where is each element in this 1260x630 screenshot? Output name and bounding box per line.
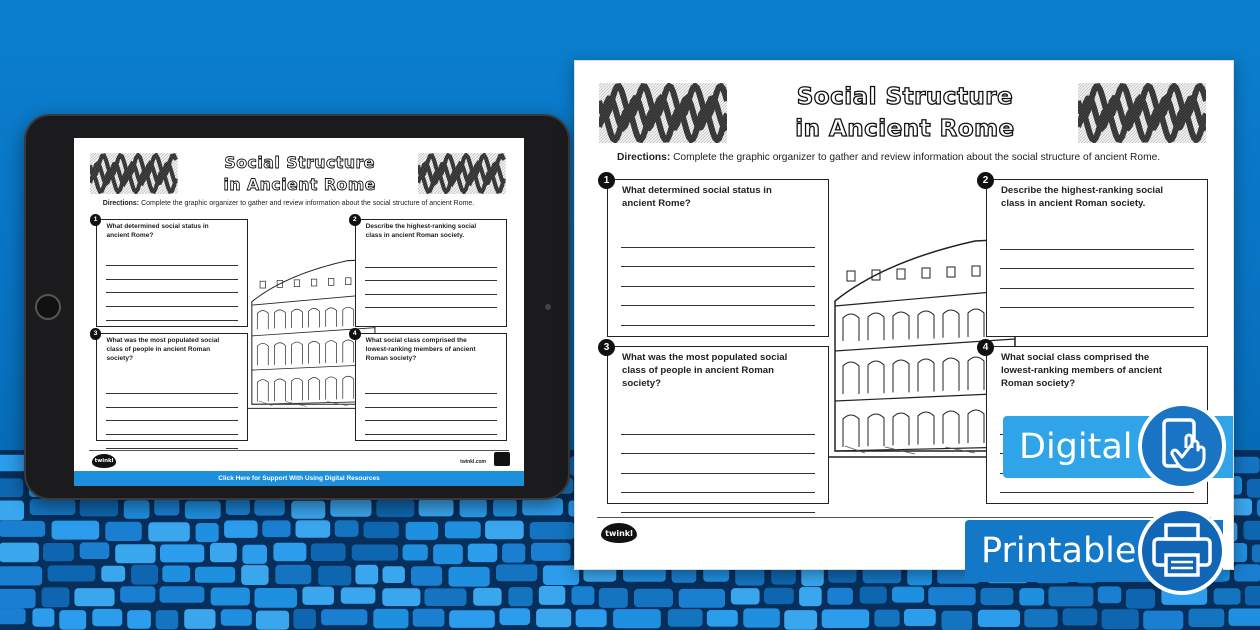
tablet-footer-line: [89, 450, 509, 451]
print-question-number-4: 4: [977, 339, 994, 356]
printable-worksheet: [574, 60, 1234, 570]
print-question-2-text: Describe the highest-ranking social class in ancient Roman society.: [1001, 185, 1164, 209]
tablet-question-1-text: What determined social status in ancient Rome?: [106, 223, 209, 239]
print-answer-lines-2[interactable]: [1000, 230, 1194, 308]
digital-label: Digital: [1019, 427, 1133, 467]
tablet-answer-lines-1[interactable]: [106, 253, 238, 321]
tablet-directions: [103, 200, 474, 207]
tablet-question-2-text: Describe the highest-ranking social class in ancient Roman society.: [365, 223, 477, 239]
tablet-answer-lines-4[interactable]: [365, 380, 497, 435]
print-answer-lines-1[interactable]: [621, 228, 815, 326]
tablet-question-number-4: 4: [349, 328, 361, 340]
tablet-question-number-3: 3: [90, 328, 102, 340]
print-title-line1: Social Structure: [796, 84, 1014, 110]
print-footer-line: [597, 517, 1211, 518]
print-question-number-1: 1: [598, 172, 615, 189]
tablet-title-line1: Social Structure: [224, 152, 375, 172]
print-question-box-2[interactable]: [986, 179, 1208, 337]
tablet-question-number-2: 2: [349, 214, 361, 226]
printer-icon: [1138, 507, 1226, 595]
tablet-question-4-text: What social class comprised the lowest-ranking members of ancient Roman society?: [365, 337, 476, 363]
tablet-question-box-3[interactable]: [96, 333, 248, 441]
tablet-answer-lines-2[interactable]: [365, 254, 497, 309]
print-question-number-2: 2: [977, 172, 994, 189]
tablet-screen[interactable]: [74, 138, 524, 486]
tablet-question-box-1[interactable]: [96, 219, 248, 327]
tablet-directions-label: Directions:: [102, 200, 140, 208]
tablet-answer-lines-3[interactable]: [106, 380, 238, 448]
print-question-1-text: What determined social status in ancient Rome?: [622, 185, 772, 209]
tablet-title-line2: in Ancient Rome: [223, 174, 376, 194]
print-question-box-1[interactable]: [607, 179, 829, 337]
tablet-pattern-right: [418, 153, 506, 194]
tablet-home-button[interactable]: [35, 294, 61, 320]
print-pattern-right: [1078, 83, 1206, 143]
print-pattern-left: [599, 83, 727, 143]
print-directions: [617, 152, 1160, 163]
tablet-worksheet: [74, 138, 524, 468]
tablet-question-number-1: 1: [90, 214, 102, 226]
print-question-4-text: What social class comprised the lowest-ranking members of ancient Roman society?: [1001, 352, 1162, 389]
print-question-number-3: 3: [598, 339, 615, 356]
tablet-question-box-4[interactable]: [355, 333, 507, 441]
print-question-3-text: What was the most populated social class of people in ancient Roman society?: [622, 352, 788, 389]
tablet-camera: [545, 304, 551, 310]
tablet-question-3-text: What was the most populated social class of people in ancient Roman society?: [106, 337, 220, 363]
tablet-question-box-2[interactable]: [355, 219, 507, 327]
support-bar-link[interactable]: Click Here for Support With Using Digital Resources: [74, 471, 524, 486]
tablet-twinkl-logo: twinkl: [92, 454, 117, 468]
tablet-title: [183, 152, 416, 196]
print-directions-text: Complete the graphic organizer to gather and review information about the social structure of ancient Rome.: [673, 152, 1161, 163]
print-directions-label: Directions:: [617, 152, 671, 163]
tablet-directions-text: Complete the graphic organizer to gather and review information about the social structure of ancient Rome.: [141, 200, 475, 208]
printable-label: Printable: [981, 531, 1137, 571]
print-title-line2: in Ancient Rome: [795, 116, 1015, 142]
print-question-box-3[interactable]: [607, 346, 829, 504]
tablet-tap-icon: [1138, 402, 1226, 490]
print-title: [735, 81, 1075, 145]
print-answer-lines-3[interactable]: [621, 415, 815, 513]
print-twinkl-logo: twinkl: [601, 523, 637, 543]
tablet-footer-url[interactable]: twinkl.com: [460, 459, 486, 465]
tablet-device: [24, 114, 570, 500]
tablet-pattern-left: [90, 153, 178, 194]
tablet-badge-icon: [494, 452, 510, 466]
